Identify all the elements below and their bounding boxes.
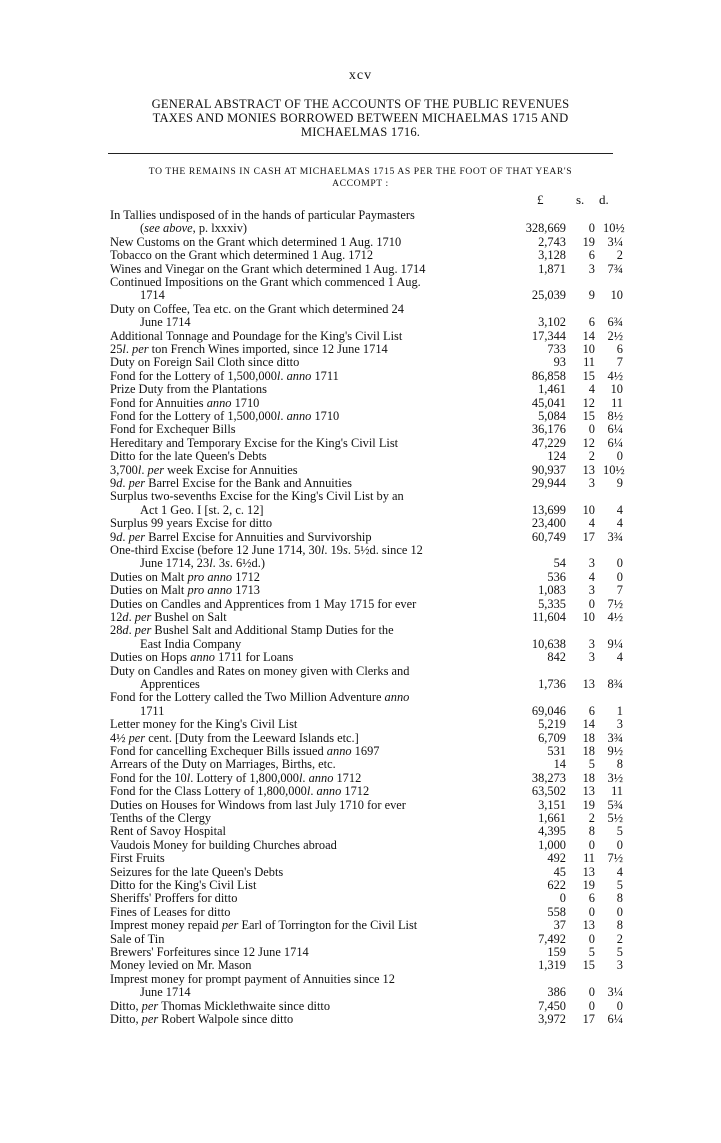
row-description: Letter money for the King's Civil List <box>110 717 298 732</box>
amount-shillings: 3 <box>588 583 595 598</box>
amount-pence: 4 <box>616 864 623 879</box>
row-description: Additional Tonnage and Poundage for the King's Civil List <box>110 328 403 343</box>
amount-pence: 10 <box>610 288 623 303</box>
row-description: Fond for cancelling Exchequer Bills issued anno 1697 <box>110 744 380 758</box>
page-title <box>100 97 621 139</box>
amount-shillings: 18 <box>582 770 595 785</box>
amount-pounds: 1,319 <box>538 958 566 973</box>
amount-pence: 0 <box>616 556 623 571</box>
amount-shillings: 8 <box>588 824 595 839</box>
amount-shillings: 0 <box>588 998 595 1013</box>
amount-shillings: 0 <box>588 221 595 236</box>
amount-shillings: 5 <box>588 757 595 772</box>
amount-pounds: 11,604 <box>532 610 566 624</box>
amount-shillings: 12 <box>582 395 595 410</box>
row-description: Fond for the Lottery called the Two Million Adventure anno <box>110 690 410 705</box>
amount-shillings: 5 <box>588 945 595 959</box>
amount-pounds: 536 <box>547 569 566 584</box>
amount-pence: 7½ <box>607 851 623 866</box>
amount-shillings: 13 <box>582 864 595 879</box>
amount-pounds: 37 <box>553 918 566 933</box>
amount-shillings: 10 <box>582 610 595 624</box>
row-description: Ditto for the late Queen's Debts <box>110 449 267 464</box>
amount-shillings: 3 <box>588 476 595 490</box>
amount-pounds: 0 <box>559 891 566 906</box>
amount-pounds: 1,083 <box>538 583 566 598</box>
amount-pence: 5 <box>616 945 623 959</box>
title-line: GENERAL ABSTRACT OF THE ACCOUNTS OF THE PUBLIC REVENUES <box>151 97 570 111</box>
amount-pence: 6¾ <box>607 315 623 330</box>
amount-pence: 5½ <box>607 811 623 825</box>
amount-pence: 10½ <box>603 462 625 477</box>
row-description: Act 1 Geo. I [st. 2, c. 12] <box>140 502 264 517</box>
section-subheading <box>108 166 613 190</box>
amount-pounds: 13,699 <box>531 502 566 517</box>
divider <box>108 153 613 154</box>
row-description: Arrears of the Duty on Marriages, Births, etc. <box>110 757 336 772</box>
amount-pence: 0 <box>616 998 623 1013</box>
row-description: Fond for Exchequer Bills <box>110 422 236 437</box>
amount-shillings: 0 <box>588 837 595 852</box>
amount-pence: 4½ <box>607 368 623 383</box>
amount-pounds: 842 <box>547 650 566 665</box>
row-description: 25l. per ton French Wines imported, since 12 June 1714 <box>110 342 388 356</box>
amount-pence: 1 <box>616 703 623 718</box>
amount-pence: 0 <box>616 837 623 852</box>
amount-shillings: 3 <box>588 261 595 276</box>
row-description: Brewers' Forfeitures since 12 June 1714 <box>110 945 309 959</box>
amount-pounds: 45,041 <box>531 395 566 410</box>
row-description: East India Company <box>140 636 242 651</box>
row-description: Surplus two-sevenths Excise for the King's Civil List by an <box>110 489 404 504</box>
row-description: Sheriffs' Proffers for ditto <box>110 891 238 906</box>
amount-shillings: 14 <box>582 328 595 343</box>
amount-shillings: 19 <box>582 878 595 892</box>
row-description: Duty on Candles and Rates on money given with Clerks and <box>110 663 410 678</box>
amount-pounds: 5,335 <box>538 596 566 611</box>
amount-pounds: 558 <box>547 904 566 919</box>
amount-pounds: 1,000 <box>538 837 566 852</box>
row-description: Ditto for the King's Civil List <box>110 878 257 892</box>
amount-shillings: 11 <box>583 355 595 370</box>
amount-shillings: 18 <box>582 730 595 745</box>
amount-pence: 7½ <box>607 596 623 611</box>
amount-pounds: 14 <box>553 757 566 772</box>
amount-shillings: 13 <box>582 677 595 691</box>
amount-shillings: 18 <box>582 744 595 758</box>
amount-pence: 0 <box>616 449 623 464</box>
amount-pounds: 60,749 <box>531 529 566 544</box>
amount-pounds: 7,450 <box>538 998 566 1013</box>
amount-pence: 5 <box>616 878 623 892</box>
row-description: Duties on Candles and Apprentices from 1 May 1715 for ever <box>110 596 417 611</box>
row-description: Seizures for the late Queen's Debts <box>110 864 284 879</box>
amount-pounds: 1,661 <box>538 811 566 825</box>
amount-shillings: 4 <box>588 516 595 531</box>
row-description: June 1714, 23l. 3s. 6½d.) <box>140 556 265 571</box>
amount-shillings: 19 <box>582 797 595 812</box>
amount-pence: 8 <box>616 757 623 772</box>
amount-pence: 3¾ <box>607 730 623 745</box>
amount-shillings: 19 <box>582 234 595 249</box>
amount-pounds: 386 <box>547 985 566 1000</box>
title-line: MICHAELMAS 1716. <box>300 125 421 139</box>
row-description: 9d. per Barrel Excise for the Bank and Annuities <box>110 476 352 490</box>
amount-pence: 6¼ <box>607 1012 623 1026</box>
amount-pounds: 1,871 <box>538 261 566 276</box>
amount-shillings: 0 <box>588 931 595 946</box>
row-description: Apprentices <box>140 677 200 691</box>
amount-shillings: 0 <box>588 596 595 611</box>
amount-pounds: 10,638 <box>531 636 566 651</box>
amount-shillings: 4 <box>588 382 595 397</box>
amount-pounds: 36,176 <box>531 422 566 437</box>
amount-pounds: 45 <box>553 864 566 879</box>
amount-shillings: 15 <box>582 409 595 423</box>
amount-shillings: 10 <box>582 502 595 517</box>
row-description: Tobacco on the Grant which determined 1 Aug. 1712 <box>110 248 374 263</box>
amount-pence: 4 <box>616 516 623 531</box>
row-description: 3,700l. per week Excise for Annuities <box>110 462 298 477</box>
row-description: Tenths of the Clergy <box>110 811 212 825</box>
page-number: xcv <box>348 68 373 83</box>
row-description: Duty on Foreign Sail Cloth since ditto <box>110 355 300 370</box>
row-description: Fond for the Lottery of 1,500,000l. anno 1711 <box>110 368 339 383</box>
row-description: June 1714 <box>140 315 191 330</box>
amount-pence: 11 <box>611 395 623 410</box>
amount-pounds: 159 <box>547 945 566 959</box>
amount-pounds: 622 <box>547 878 566 892</box>
amount-pence: 3 <box>616 958 623 973</box>
row-description: (see above, p. lxxxiv) <box>140 221 248 236</box>
row-description: Duties on Malt pro anno 1712 <box>110 569 260 584</box>
amount-pence: 7 <box>616 583 623 598</box>
column-header-pence: d. <box>599 192 609 207</box>
amount-pounds: 1,736 <box>538 677 566 691</box>
row-description: Fines of Leases for ditto <box>110 904 231 919</box>
subheading-line: TO THE REMAINS IN CASH AT MICHAELMAS 1715 AS PER THE FOOT OF THAT YEAR'S <box>148 166 573 177</box>
amount-pounds: 29,944 <box>531 476 566 490</box>
amount-pounds: 63,502 <box>531 784 566 799</box>
amount-shillings: 11 <box>583 851 595 866</box>
amount-pence: 3¼ <box>607 985 623 1000</box>
amount-shillings: 15 <box>582 368 595 383</box>
amount-pence: 3 <box>616 717 623 732</box>
row-description: Hereditary and Temporary Excise for the King's Civil List <box>110 435 399 450</box>
amount-pounds: 5,219 <box>538 717 566 732</box>
amount-shillings: 13 <box>582 918 595 933</box>
amount-pence: 3¼ <box>607 234 623 249</box>
amount-pence: 9 <box>616 476 623 490</box>
amount-shillings: 15 <box>582 958 595 973</box>
row-description: New Customs on the Grant which determined 1 Aug. 1710 <box>110 234 402 249</box>
row-description: Duties on Hops anno 1711 for Loans <box>110 650 294 665</box>
amount-shillings: 0 <box>588 422 595 437</box>
amount-pence: 8¾ <box>607 677 623 691</box>
amount-pence: 4 <box>616 502 623 517</box>
amount-shillings: 12 <box>582 435 595 450</box>
amount-pence: 2 <box>616 931 623 946</box>
row-description: Fond for Annuities anno 1710 <box>110 395 260 410</box>
amount-shillings: 17 <box>582 1012 595 1026</box>
amount-shillings: 4 <box>588 569 595 584</box>
row-description: Continued Impositions on the Grant which commenced 1 Aug. <box>110 275 421 289</box>
amount-shillings: 13 <box>582 462 595 477</box>
amount-pence: 5 <box>616 824 623 839</box>
amount-pounds: 47,229 <box>531 435 566 450</box>
column-header-shillings: s. <box>576 192 585 207</box>
row-description: Wines and Vinegar on the Grant which determined 1 Aug. 1714 <box>110 261 426 276</box>
amount-pounds: 54 <box>553 556 566 571</box>
amount-pounds: 6,709 <box>538 730 566 745</box>
amount-shillings: 0 <box>588 985 595 1000</box>
amount-pounds: 93 <box>553 355 566 370</box>
amount-pence: 8½ <box>607 409 623 423</box>
row-description: In Tallies undisposed of in the hands of particular Paymasters <box>110 208 415 222</box>
amount-pence: 10½ <box>603 221 625 236</box>
amount-pence: 4½ <box>607 610 623 624</box>
amount-pence: 2½ <box>607 328 623 343</box>
amount-pence: 7¾ <box>607 261 623 276</box>
amount-shillings: 10 <box>582 342 595 356</box>
row-description: Fond for the 10l. Lottery of 1,800,000l. anno 1712 <box>110 770 362 785</box>
amount-pounds: 23,400 <box>531 516 566 531</box>
amount-pence: 0 <box>616 569 623 584</box>
row-description: 9d. per Barrel Excise for Annuities and Survivorship <box>110 529 372 544</box>
amount-pounds: 86,858 <box>531 368 566 383</box>
amount-pence: 8 <box>616 891 623 906</box>
amount-shillings: 6 <box>588 891 595 906</box>
row-description: Vaudois Money for building Churches abroad <box>110 837 337 852</box>
amount-pounds: 3,102 <box>538 315 566 330</box>
amount-shillings: 3 <box>588 650 595 665</box>
row-description: One-third Excise (before 12 June 1714, 30l. 19s. 5½d. since 12 <box>110 543 423 557</box>
amount-shillings: 3 <box>588 556 595 571</box>
row-description: Ditto, per Thomas Micklethwaite since ditto <box>110 998 331 1013</box>
amount-shillings: 14 <box>582 717 595 732</box>
amount-shillings: 2 <box>588 449 595 464</box>
column-header-pounds: £ <box>537 192 544 207</box>
row-description: 12d. per Bushel on Salt <box>110 610 227 624</box>
row-description: Money levied on Mr. Mason <box>110 958 252 973</box>
amount-pounds: 3,151 <box>538 797 566 812</box>
amount-pounds: 90,937 <box>531 462 566 477</box>
amount-pence: 0 <box>616 904 623 919</box>
title-line: TAXES AND MONIES BORROWED BETWEEN MICHAELMAS 1715 AND <box>152 111 569 125</box>
amount-pounds: 531 <box>547 744 566 758</box>
row-description: Imprest money for prompt payment of Annuities since 12 <box>110 971 395 986</box>
amount-shillings: 3 <box>588 636 595 651</box>
amount-pounds: 25,039 <box>531 288 566 303</box>
amount-pence: 3¾ <box>607 529 623 544</box>
row-description: Sale of Tin <box>110 931 165 946</box>
row-description: 4½ per cent. [Duty from the Leeward Islands etc.] <box>110 730 359 745</box>
amount-pounds: 17,344 <box>531 328 566 343</box>
row-description: Duties on Houses for Windows from last July 1710 for ever <box>110 797 406 812</box>
row-description: 1714 <box>140 288 165 303</box>
amount-shillings: 6 <box>588 248 595 263</box>
subheading-line: ACCOMPT : <box>332 178 389 189</box>
amount-pounds: 7,492 <box>538 931 566 946</box>
amount-shillings: 17 <box>582 529 595 544</box>
row-description: Prize Duty from the Plantations <box>110 382 267 397</box>
amount-shillings: 2 <box>588 811 595 825</box>
row-description: Imprest money repaid per Earl of Torrington for the Civil List <box>110 918 418 933</box>
row-description: Ditto, per Robert Walpole since ditto <box>110 1012 294 1026</box>
amount-pence: 5¾ <box>607 797 623 812</box>
amount-shillings: 0 <box>588 904 595 919</box>
amount-pence: 6¼ <box>607 435 623 450</box>
row-description: First Fruits <box>110 851 165 866</box>
amount-pence: 8 <box>616 918 623 933</box>
amount-shillings: 13 <box>582 784 595 799</box>
amount-pence: 9¼ <box>607 636 623 651</box>
amount-pence: 6 <box>616 342 623 356</box>
amount-pounds: 4,395 <box>538 824 566 839</box>
amount-pence: 7 <box>616 355 623 370</box>
amount-pounds: 492 <box>547 851 566 866</box>
row-description: Rent of Savoy Hospital <box>110 824 226 839</box>
amount-pence: 2 <box>616 248 623 263</box>
amount-shillings: 6 <box>588 703 595 718</box>
row-description: Surplus 99 years Excise for ditto <box>110 516 273 531</box>
amount-pounds: 2,743 <box>538 234 566 249</box>
amount-pounds: 5,084 <box>538 409 566 423</box>
row-description: 1711 <box>140 703 165 718</box>
amount-pounds: 3,128 <box>538 248 566 263</box>
amount-shillings: 6 <box>588 315 595 330</box>
row-description: 28d. per Bushel Salt and Additional Stamp Duties for the <box>110 623 394 638</box>
row-description: June 1714 <box>140 985 191 1000</box>
row-description: Fond for the Class Lottery of 1,800,000l. anno 1712 <box>110 784 370 799</box>
amount-pence: 10 <box>610 382 623 397</box>
row-description: Fond for the Lottery of 1,500,000l. anno 1710 <box>110 409 340 423</box>
amount-pence: 9½ <box>607 744 623 758</box>
amount-pence: 4 <box>616 650 623 665</box>
amount-pounds: 69,046 <box>531 703 566 718</box>
row-description: Duty on Coffee, Tea etc. on the Grant which determined 24 <box>110 301 404 316</box>
amount-pounds: 328,669 <box>525 221 566 236</box>
amount-pounds: 124 <box>547 449 566 464</box>
amount-pounds: 1,461 <box>538 382 566 397</box>
amount-shillings: 9 <box>588 288 595 303</box>
amount-pence: 6¼ <box>607 422 623 437</box>
amount-pounds: 3,972 <box>538 1012 566 1026</box>
amount-pounds: 733 <box>547 342 566 356</box>
amount-pounds: 38,273 <box>531 770 566 785</box>
amount-pence: 3½ <box>607 770 623 785</box>
row-description: Duties on Malt pro anno 1713 <box>110 583 260 598</box>
amount-pence: 11 <box>611 784 623 799</box>
